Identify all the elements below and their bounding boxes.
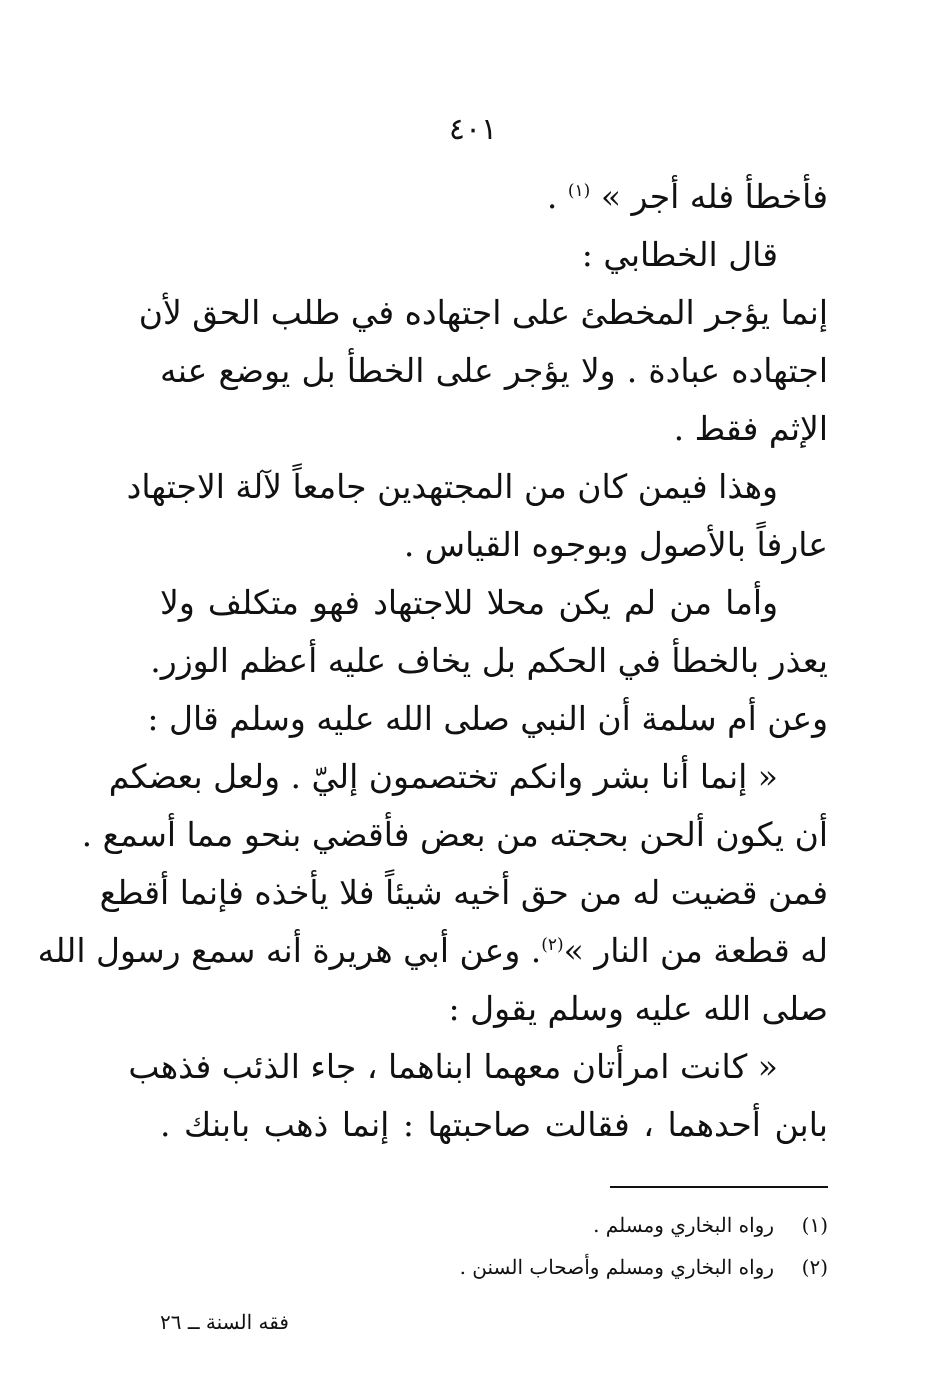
signature-mark: فقه السنة ــ ٢٦ [160, 1310, 289, 1334]
text-line [37, 922, 828, 980]
text-run: له قطعة من النار » [563, 931, 828, 970]
text-line: اجتهاده عبادة . ولا يؤجر على الخطأ بل يوضع عنه [160, 351, 828, 390]
text-line: بابن أحدهما ، فقالت صاحبتها : إنما ذهب بابنك . [160, 1105, 828, 1144]
text-line: « إنما أنا بشر وانكم تختصمون إليّ . ولعل بعضكم [108, 757, 778, 796]
text-line: « كانت امرأتان معهما ابناهما ، جاء الذئب فذهب [128, 1047, 778, 1086]
body-text [37, 168, 828, 1154]
text-run: . [546, 177, 558, 216]
text-line: عارفاً بالأصول وبوجوه القياس . [403, 525, 828, 564]
text-line: وهذا فيمن كان من المجتهدين جامعاً لآلة الاجتهاد [126, 467, 778, 506]
text-line: يعذر بالخطأ في الحكم بل يخاف عليه أعظم الوزر. [150, 641, 828, 680]
footnote-divider [610, 1186, 828, 1188]
footnote-item [160, 1246, 828, 1288]
text-line: فمن قضيت له من حق أخيه شيئاً فلا يأخذه فإنما أقطع [99, 873, 828, 912]
text-line: قال الخطابي : [581, 235, 778, 274]
footnote-ref: (٢) [541, 935, 564, 955]
text-run: . وعن أبي هريرة أنه سمع رسول الله [37, 931, 542, 970]
text-line [160, 168, 828, 226]
text-line: أن يكون ألحن بحجته من بعض فأقضي بنحو مما أسمع . [81, 815, 828, 854]
footnote-item [160, 1204, 828, 1246]
footnote-ref: (١) [567, 181, 591, 201]
text-line: وأما من لم يكن محلا للاجتهاد فهو متكلف ولا [160, 583, 778, 622]
text-line: إنما يؤجر المخطئ على اجتهاده في طلب الحق لأن [138, 293, 828, 332]
page-number: ٤٠١ [448, 112, 498, 147]
footnotes [160, 1204, 828, 1288]
text-line: الإثم فقط . [673, 409, 828, 448]
footnote-text: رواه البخاري ومسلم . [593, 1213, 774, 1237]
text-line: وعن أم سلمة أن النبي صلى الله عليه وسلم قال : [147, 699, 828, 738]
text-line: صلى الله عليه وسلم يقول : [448, 989, 828, 1028]
footnote-number: (١) [801, 1213, 828, 1237]
text-run: فأخطأ فله أجر » [600, 177, 828, 216]
footnote-text: رواه البخاري ومسلم وأصحاب السنن . [459, 1255, 774, 1279]
footnote-number: (٢) [801, 1255, 828, 1279]
